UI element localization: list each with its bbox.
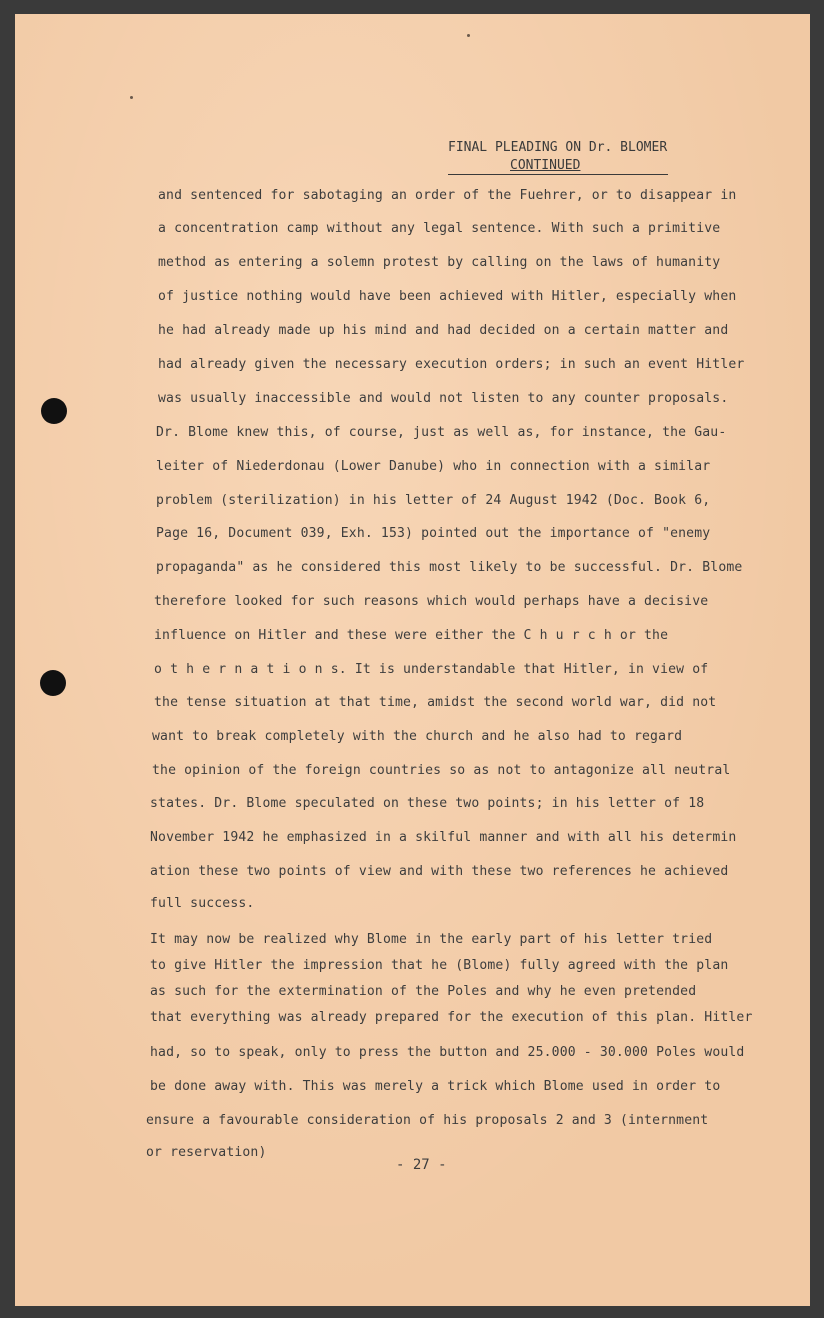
text-line: Page 16, Document 039, Exh. 153) pointed out the importance of "enemy: [156, 526, 711, 541]
text-line: full success.: [150, 896, 255, 911]
paper-speck: [467, 34, 470, 37]
text-line: It may now be realized why Blome in the early part of his letter tried: [150, 932, 713, 947]
paper-speck: [130, 96, 133, 99]
text-line: and sentenced for sabotaging an order of the Fuehrer, or to disappear in: [158, 188, 737, 203]
header-rule: [448, 174, 668, 175]
text-line: of justice nothing would have been achieved with Hitler, especially when: [158, 289, 737, 304]
punch-hole-top: [41, 398, 67, 424]
text-line: ensure a favourable consideration of his proposals 2 and 3 (internment: [146, 1113, 709, 1128]
text-line: o t h e r n a t i o n s. It is understandable that Hitler, in view of: [154, 662, 709, 677]
text-line: he had already made up his mind and had decided on a certain matter and: [158, 323, 729, 338]
text-line: or reservation): [146, 1145, 267, 1160]
text-line: influence on Hitler and these were either the C h u r c h or the: [154, 628, 669, 643]
text-line: want to break completely with the church and he also had to regard: [152, 729, 683, 744]
text-line: to give Hitler the impression that he (Blome) fully agreed with the plan: [150, 958, 729, 973]
text-line: the opinion of the foreign countries so as not to antagonize all neutral: [152, 763, 731, 778]
page-number: - 27 -: [396, 1157, 447, 1173]
text-line: a concentration camp without any legal sentence. With such a primitive: [158, 221, 721, 236]
header-title: FINAL PLEADING ON Dr. BLOMER: [448, 140, 668, 155]
text-line: the tense situation at that time, amidst the second world war, did not: [154, 695, 717, 710]
header-subtitle: CONTINUED: [510, 158, 581, 173]
text-line: November 1942 he emphasized in a skilful manner and with all his determin: [150, 830, 737, 845]
text-line: method as entering a solemn protest by calling on the laws of humanity: [158, 255, 721, 270]
text-line: states. Dr. Blome speculated on these two points; in his letter of 18: [150, 796, 705, 811]
text-line: problem (sterilization) in his letter of 24 August 1942 (Doc. Book 6,: [156, 493, 711, 508]
text-line: ation these two points of view and with these two references he achieved: [150, 864, 729, 879]
text-line: leiter of Niederdonau (Lower Danube) who in connection with a similar: [156, 459, 711, 474]
punch-hole-bottom: [40, 670, 66, 696]
text-line: be done away with. This was merely a trick which Blome used in order to: [150, 1079, 721, 1094]
text-line: Dr. Blome knew this, of course, just as well as, for instance, the Gau-: [156, 425, 727, 440]
text-line: had, so to speak, only to press the button and 25.000 - 30.000 Poles would: [150, 1045, 745, 1060]
text-line: that everything was already prepared for the execution of this plan. Hitler: [150, 1010, 753, 1025]
text-line: had already given the necessary execution orders; in such an event Hitler: [158, 357, 745, 372]
text-line: as such for the extermination of the Poles and why he even pretended: [150, 984, 697, 999]
text-line: was usually inaccessible and would not listen to any counter proposals.: [158, 391, 729, 406]
text-line: therefore looked for such reasons which would perhaps have a decisive: [154, 594, 709, 609]
text-line: propaganda" as he considered this most likely to be successful. Dr. Blome: [156, 560, 743, 575]
